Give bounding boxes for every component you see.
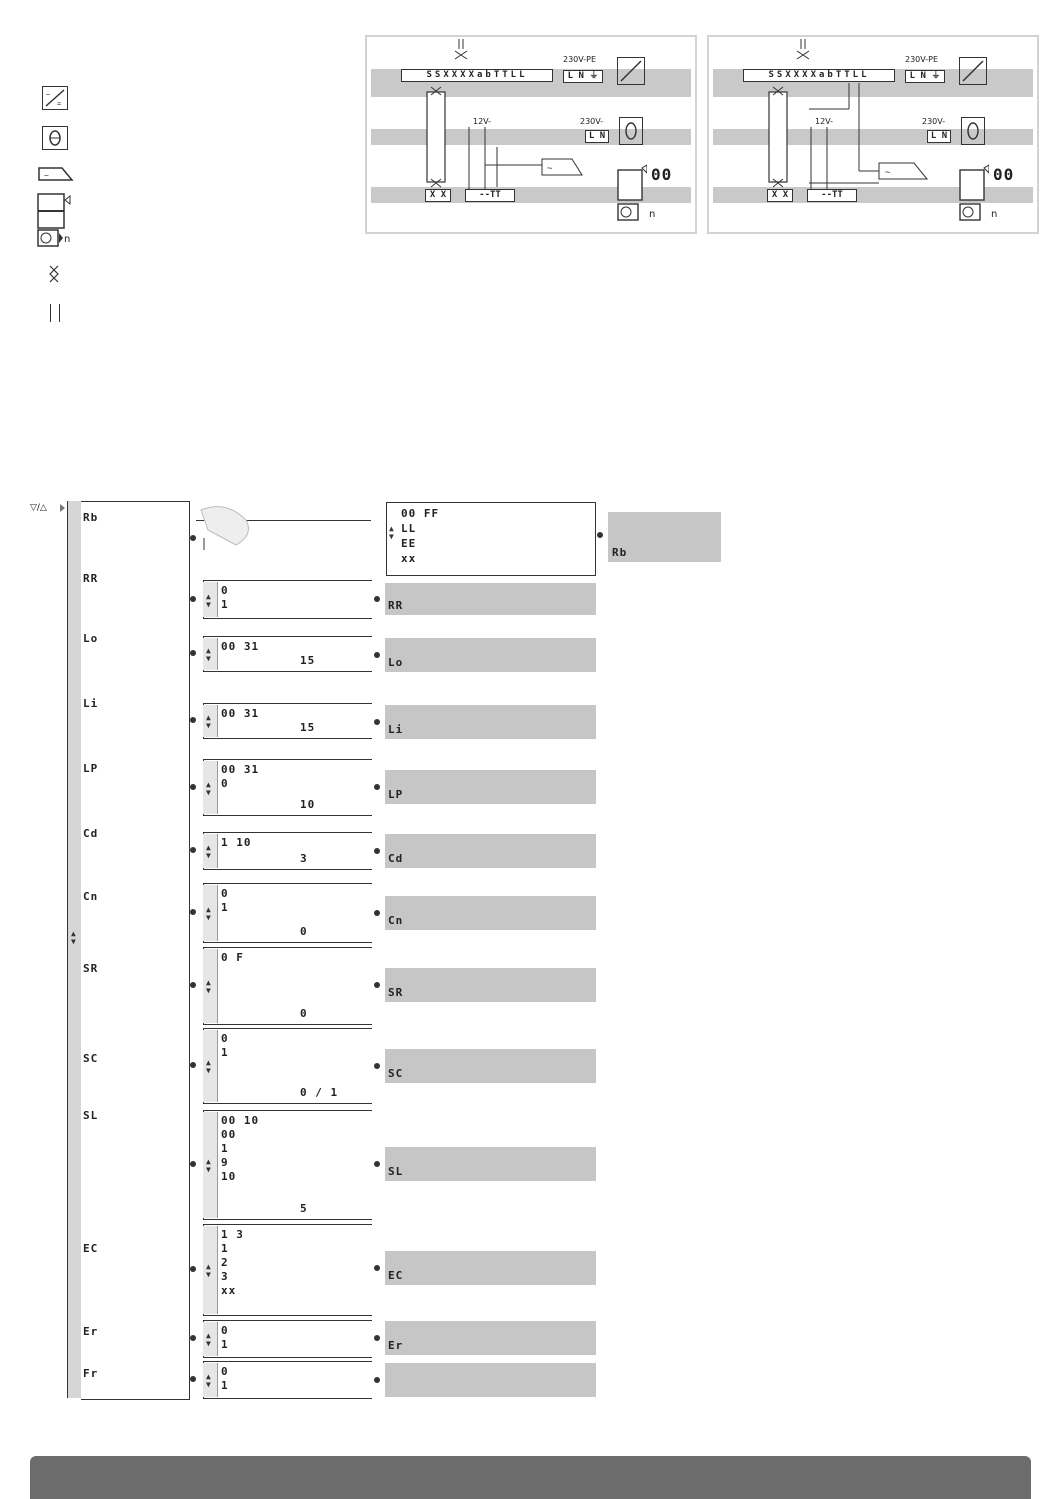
submenu-option: 0 xyxy=(221,1365,229,1378)
submenu-scroll[interactable] xyxy=(203,761,218,814)
result-box xyxy=(385,968,596,1002)
result-box xyxy=(385,705,596,739)
menu-code[interactable]: SL xyxy=(83,1109,99,1122)
terminal-strip: SSXXXXabTTLL xyxy=(743,69,895,82)
supply-terminals: L N ⏚ xyxy=(563,70,603,83)
result-box xyxy=(385,1251,596,1285)
result-box xyxy=(385,1147,596,1181)
submenu-option: 1 3 xyxy=(221,1228,244,1241)
up-down-icon[interactable]: ▲ ▼ xyxy=(206,591,211,609)
power-supply-icon xyxy=(959,57,987,85)
submenu-scroll[interactable] xyxy=(203,1226,218,1314)
supply-terminals: L N ⏚ xyxy=(905,70,945,83)
default-value: 10 xyxy=(300,798,316,811)
result-label: EC xyxy=(388,1269,404,1282)
result-label: RR xyxy=(388,599,404,612)
submenu-scroll[interactable] xyxy=(203,582,218,617)
up-down-icon[interactable]: ▲ ▼ xyxy=(206,843,211,860)
svg-text:~: ~ xyxy=(46,91,51,99)
submenu-option: 1 xyxy=(221,1046,229,1059)
default-value: 0 / 1 xyxy=(300,1086,339,1099)
legend-n-label: n xyxy=(64,234,71,245)
menu-code[interactable]: Cn xyxy=(83,890,99,903)
submenu-option: 0 xyxy=(221,777,229,790)
submenu-option: 1 xyxy=(221,1242,229,1255)
menu-code[interactable]: EC xyxy=(83,1242,99,1255)
up-down-icon[interactable]: ▲ ▼ xyxy=(206,978,211,995)
submenu-scroll[interactable] xyxy=(203,1363,218,1397)
result-label: SC xyxy=(388,1067,404,1080)
default-value: 5 xyxy=(300,1202,308,1215)
menu-code[interactable]: Er xyxy=(83,1325,99,1338)
submenu-option: 0 xyxy=(221,1032,229,1045)
default-value: 0 xyxy=(300,1007,308,1020)
bottom-t-terminals: --TT xyxy=(465,189,515,202)
connector-dot xyxy=(374,848,380,854)
submenu-option: 3 xyxy=(221,1270,229,1283)
result-label: LP xyxy=(388,788,404,801)
connector-dot xyxy=(374,1265,380,1271)
connector-dot xyxy=(374,652,380,658)
connector-dot xyxy=(597,532,603,538)
ac-terminals: L N xyxy=(927,130,951,143)
submenu-option: 10 xyxy=(221,1170,237,1183)
dc-voltage-label: 12V- xyxy=(473,117,492,126)
connector-dot xyxy=(190,1161,196,1167)
result-box xyxy=(385,1049,596,1083)
submenu-option: 00 31 xyxy=(221,707,260,720)
result-label: Rb xyxy=(612,546,628,559)
up-down-icon[interactable]: ▲ ▼ xyxy=(206,1262,211,1279)
result-label: Er xyxy=(388,1339,404,1352)
result-label: SR xyxy=(388,986,404,999)
svg-text:~: ~ xyxy=(547,164,553,174)
connector-dot xyxy=(190,650,196,656)
svg-text:=: = xyxy=(57,100,62,108)
submenu-option: 0 F xyxy=(221,951,244,964)
result-box xyxy=(385,638,596,672)
default-value: 3 xyxy=(300,852,308,865)
connector-dot xyxy=(190,1266,196,1272)
submenu-option: 1 xyxy=(221,1142,229,1155)
submenu-scroll[interactable] xyxy=(203,949,218,1023)
connector-dot xyxy=(190,784,196,790)
result-box xyxy=(385,1363,596,1397)
submenu-option: 00 xyxy=(221,1128,237,1141)
cable-icon xyxy=(50,304,60,322)
connector-dot xyxy=(190,1376,196,1382)
n-label: n xyxy=(991,209,998,220)
connector-dot xyxy=(374,910,380,916)
terminal-strip: SSXXXXabTTLL xyxy=(401,69,553,82)
connector-dot xyxy=(374,596,380,602)
connector-dot xyxy=(374,719,380,725)
up-down-icon[interactable]: ▲ ▼ xyxy=(206,905,211,922)
up-down-icon: ▲ ▼ xyxy=(71,929,76,946)
finger-press-icon xyxy=(196,500,256,550)
submenu-option: 0 xyxy=(221,887,229,900)
bell-icon xyxy=(619,117,643,145)
connector-dot xyxy=(190,717,196,723)
connector-dot xyxy=(374,1161,380,1167)
twisted-pair-icon xyxy=(48,264,60,284)
submenu-scroll[interactable] xyxy=(203,1030,218,1102)
result-box xyxy=(385,583,596,615)
up-down-icon[interactable]: ▲ ▼ xyxy=(206,713,211,730)
default-value: 15 xyxy=(300,721,316,734)
menu-code[interactable]: SC xyxy=(83,1052,99,1065)
connector-dot xyxy=(190,982,196,988)
submenu-option: xx xyxy=(221,1284,237,1297)
result-label: Cn xyxy=(388,914,404,927)
submenu-option: 00 31 xyxy=(221,763,260,776)
menu-code[interactable]: Lo xyxy=(83,632,99,645)
svg-text:~: ~ xyxy=(885,168,891,178)
menu-code[interactable]: RR xyxy=(83,572,99,585)
submenu-option: 1 xyxy=(221,1379,229,1392)
connector-dot xyxy=(374,784,380,790)
supply-voltage-label: 230V-PE xyxy=(563,55,597,64)
submenu-option: 0 xyxy=(221,1324,229,1337)
result-label: SL xyxy=(388,1165,404,1178)
bell-icon xyxy=(961,117,985,145)
supply-voltage-label: 230V-PE xyxy=(905,55,939,64)
submenu-scroll[interactable] xyxy=(203,885,218,941)
dc-voltage-label: 12V- xyxy=(815,117,834,126)
submenu-box xyxy=(386,502,596,576)
submenu-option: 1 xyxy=(221,901,229,914)
footer-bar xyxy=(30,1456,1031,1499)
submenu-option: 1 xyxy=(221,1338,229,1351)
menu-code[interactable]: SR xyxy=(83,962,99,975)
up-down-icon[interactable]: ▲ ▼ xyxy=(206,1157,211,1174)
submenu-option: 1 xyxy=(221,598,229,611)
submenu-option: 0 xyxy=(221,584,229,597)
bottom-x-terminals: X X xyxy=(425,189,451,202)
submenu-option: 00 10 xyxy=(221,1114,260,1127)
up-down-icon[interactable]: ▲ ▼ xyxy=(206,1331,211,1348)
submenu-option: 9 xyxy=(221,1156,229,1169)
svg-text:~: ~ xyxy=(44,171,49,180)
menu-code[interactable]: Cd xyxy=(83,827,99,840)
nav-pointer-icon xyxy=(60,504,65,512)
connector-dot xyxy=(374,982,380,988)
default-value: 15 xyxy=(300,654,316,667)
result-box xyxy=(385,896,596,930)
display-readout: 00 xyxy=(993,165,1015,184)
wiring-diagram-left xyxy=(365,35,697,234)
result-label: Cd xyxy=(388,852,404,865)
submenu-option: 00 FF xyxy=(401,507,440,520)
submenu-scroll[interactable] xyxy=(203,834,218,868)
menu-code[interactable]: Fr xyxy=(83,1367,99,1380)
submenu-scroll[interactable] xyxy=(203,1112,218,1218)
ac-voltage-label: 230V- xyxy=(922,117,946,126)
ac-terminals: L N xyxy=(585,130,609,143)
connector-dot xyxy=(190,1062,196,1068)
submenu-option: 1 10 xyxy=(221,836,252,849)
nav-arrows-label: ▽/△ xyxy=(30,503,47,513)
bottom-t-terminals: --TT xyxy=(807,189,857,202)
result-label: Lo xyxy=(388,656,404,669)
submenu-scroll[interactable] xyxy=(203,1322,218,1356)
submenu-option: xx xyxy=(401,552,417,565)
door-opener-icon xyxy=(38,166,74,180)
up-down-icon[interactable]: ▲ ▼ xyxy=(389,524,394,541)
bottom-x-terminals: X X xyxy=(767,189,793,202)
intercom-station-icon xyxy=(959,162,989,222)
menu-code[interactable]: Rb xyxy=(83,511,99,524)
submenu-option: 2 xyxy=(221,1256,229,1269)
wiring-diagram-right xyxy=(707,35,1039,234)
connector-dot xyxy=(190,909,196,915)
submenu-scroll[interactable] xyxy=(203,638,218,670)
menu-code[interactable]: Li xyxy=(83,697,99,710)
result-box xyxy=(385,770,596,804)
default-value: 0 xyxy=(300,925,308,938)
connector-dot xyxy=(190,1335,196,1341)
menu-code[interactable]: LP xyxy=(83,762,99,775)
connector-dot xyxy=(190,847,196,853)
submenu-option: EE xyxy=(401,537,417,550)
display-readout: 00 xyxy=(651,165,673,184)
intercom-station-icon xyxy=(36,192,78,250)
bell-icon xyxy=(42,126,68,150)
submenu-scroll[interactable] xyxy=(203,705,218,737)
power-supply-icon xyxy=(617,57,645,85)
result-box xyxy=(385,1321,596,1355)
connector-dot xyxy=(374,1335,380,1341)
connector-dot xyxy=(190,596,196,602)
result-box xyxy=(385,834,596,868)
ac-voltage-label: 230V- xyxy=(580,117,604,126)
connector-dot xyxy=(374,1377,380,1383)
power-supply-icon xyxy=(42,86,68,110)
connector-dot xyxy=(374,1063,380,1069)
up-down-icon[interactable]: ▲ ▼ xyxy=(206,1372,211,1389)
up-down-icon[interactable]: ▲ ▼ xyxy=(206,1058,211,1075)
intercom-station-icon xyxy=(617,162,647,222)
submenu-option: LL xyxy=(401,522,417,535)
up-down-icon[interactable]: ▲ ▼ xyxy=(206,646,211,663)
n-label: n xyxy=(649,209,656,220)
submenu-option: 00 31 xyxy=(221,640,260,653)
up-down-icon[interactable]: ▲ ▼ xyxy=(206,779,211,797)
result-label: Li xyxy=(388,723,404,736)
